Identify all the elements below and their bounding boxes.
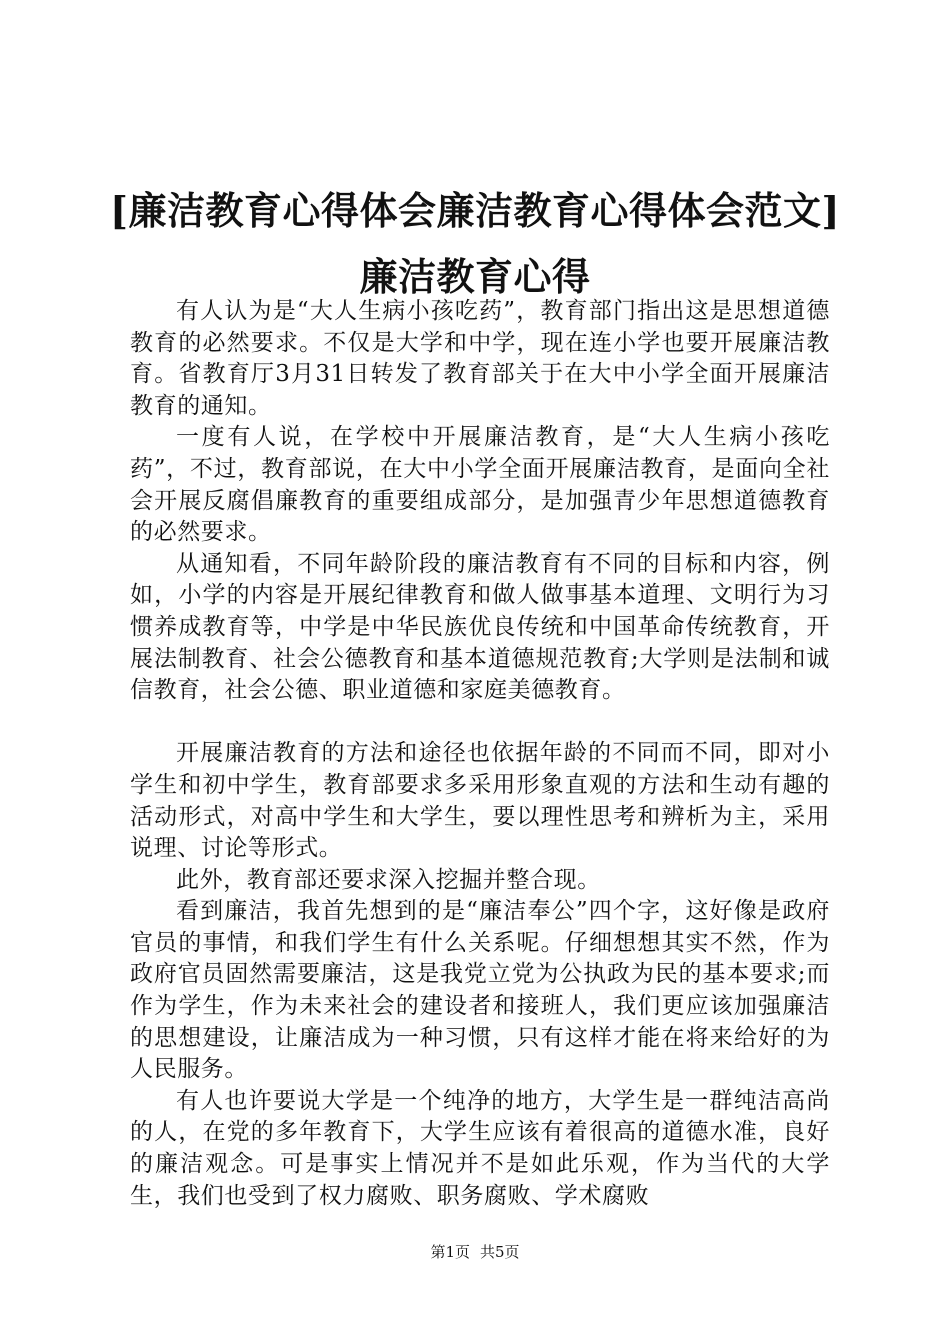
paragraph-1: 有人认为是“大人生病小孩吃药”，教育部门指出这是思想道德教育的必然要求。不仅是大学和中学，现在连小学也要开展廉洁教育。省教育厅3月31日转发了教育部关于在大中小学全面开展廉洁教育的通知。 <box>130 298 830 419</box>
paragraph-3: 从通知看，不同年龄阶段的廉洁教育有不同的目标和内容，例如，小学的内容是开展纪律教育和做人做事基本道理、文明行为习惯养成教育等，中学是中华民族优良传统和中国革命传统教育，开展法制教育、社会公德教育和基本道德规范教育;大学则是法制和诚信教育，社会公德、职业道德和家庭美德教育。 <box>130 550 830 704</box>
paragraph-4: 开展廉洁教育的方法和途径也依据年龄的不同而不同，即对小学生和初中学生，教育部要求多采用形象直观的方法和生动有趣的活动形式，对高中学生和大学生，要以理性思考和辨析为主，采用说理、讨论等形式。 <box>130 740 830 862</box>
page-footer <box>0 1242 950 1262</box>
paragraph-7: 有人也许要说大学是一个纯净的地方，大学生是一群纯洁高尚的人，在党的多年教育下，大学生应该有着很高的道德水准，良好的廉洁观念。可是事实上情况并不是如此乐观，作为当代的大学生，我们也受到了权力腐败、职务腐败、学术腐败 <box>130 1087 830 1209</box>
document-body <box>130 296 830 1212</box>
page-total: 共5页 <box>480 1243 520 1261</box>
document-title: [廉洁教育心得体会廉洁教育心得体会范文]廉洁教育心得 <box>110 188 840 299</box>
paragraph-2: 一度有人说，在学校中开展廉洁教育，是“大人生病小孩吃药”，不过，教育部说，在大中小学全面开展廉洁教育，是面向全社会开展反腐倡廉教育的重要组成部分，是加强青少年思想道德教育的必然要求。 <box>130 424 830 546</box>
page-number: 第1页 <box>430 1243 470 1261</box>
paragraph-6: 看到廉洁，我首先想到的是“廉洁奉公”四个字，这好像是政府官员的事情，和我们学生有什么关系呢。仔细想想其实不然，作为政府官员固然需要廉洁，这是我党立党为公执政为民的基本要求;而作为学生，作为未来社会的建设者和接班人，我们更应该加强廉洁的思想建设，让廉洁成为一种习惯，只有这样才能在将来给好的为人民服务。 <box>130 898 830 1083</box>
paragraph-5: 此外，教育部还要求深入挖掘并整合现。 <box>176 866 601 893</box>
